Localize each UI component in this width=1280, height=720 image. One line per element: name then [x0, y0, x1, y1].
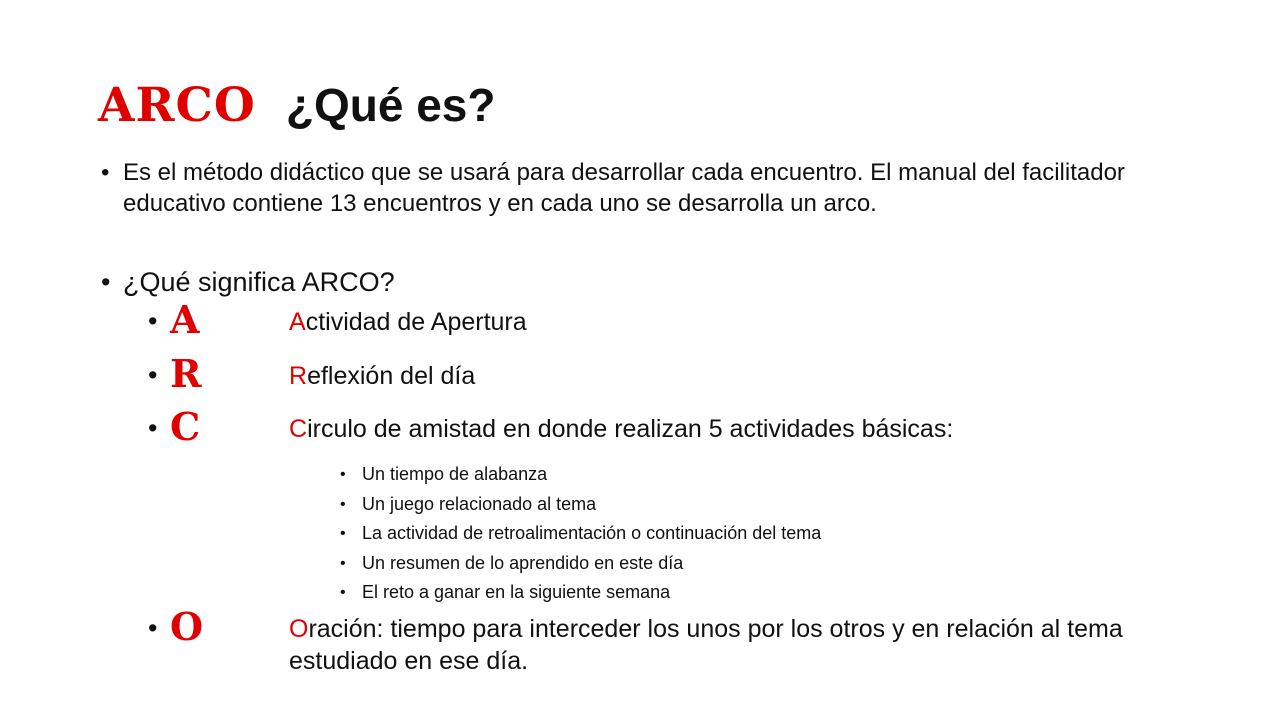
activity-text: Un tiempo de alabanza	[362, 464, 548, 484]
letter-o: O	[170, 604, 204, 649]
letter-c: C	[170, 404, 201, 449]
bullet-dot: •	[340, 525, 346, 542]
list-item	[340, 460, 821, 490]
activity-text: La actividad de retroalimentación o continuación del tema	[362, 523, 822, 543]
list-item	[340, 490, 821, 520]
question-text: ¿Qué significa ARCO?	[123, 267, 395, 297]
question-bullet	[101, 267, 395, 298]
letter-r: R	[170, 351, 202, 396]
bullet-dot: •	[101, 267, 111, 297]
activities-list	[340, 460, 821, 608]
list-item	[340, 519, 821, 549]
bullet-dot: •	[148, 360, 158, 390]
activity-text: Un juego relacionado al tema	[362, 493, 597, 514]
letter-r-text: eflexión del día	[307, 362, 476, 390]
letter-c-text: irculo de amistad en donde realizan 5 actividades básicas:	[307, 415, 954, 443]
bullet-dot: •	[148, 613, 158, 643]
letter-o-cap: O	[289, 615, 309, 643]
letter-a-cap: A	[289, 308, 306, 336]
title-acronym: ARCO	[98, 78, 256, 133]
slide-title	[98, 78, 495, 142]
intro-text: Es el método didáctico que se usará para desarrollar cada encuentro. El manual del facilitador educativo contiene 13 encuentros y en cada uno se desarrolla un arco.	[123, 159, 1125, 217]
bullet-dot: •	[148, 306, 158, 336]
bullet-dot: •	[148, 413, 158, 443]
letter-a: A	[170, 297, 200, 342]
activity-text: Un resumen de lo aprendido en este día	[362, 552, 684, 573]
letter-r-cap: R	[289, 362, 308, 390]
bullet-dot: •	[340, 466, 346, 483]
activity-text: El reto a ganar en la siguiente semana	[362, 582, 671, 602]
bullet-dot: •	[340, 554, 346, 572]
letter-c-description	[289, 413, 953, 445]
letter-o-text: ración: tiempo para interceder los unos por los otros y en relación al tema estudiado en ese día.	[289, 615, 1123, 675]
letter-r-description	[289, 360, 475, 392]
list-item	[340, 578, 821, 608]
list-item	[340, 549, 821, 579]
bullet-dot: •	[340, 495, 346, 513]
letter-o-description	[289, 613, 1189, 677]
letter-a-text: ctividad de Apertura	[305, 308, 527, 336]
title-question: ¿Qué es?	[285, 79, 496, 131]
bullet-dot: •	[101, 159, 110, 186]
letter-a-description	[289, 306, 527, 338]
intro-bullet	[101, 157, 1163, 219]
letter-c-cap: C	[289, 415, 308, 443]
bullet-dot: •	[340, 584, 346, 601]
